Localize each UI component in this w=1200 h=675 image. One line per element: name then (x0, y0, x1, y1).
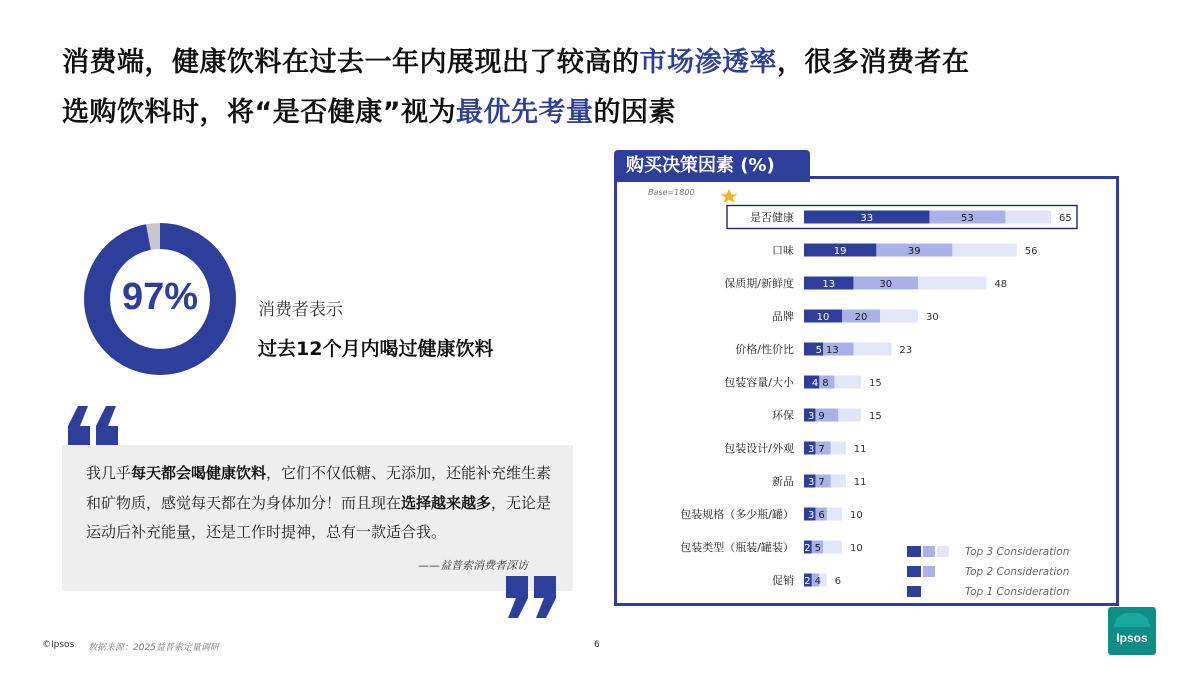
value-label-top1: 3 (808, 477, 815, 488)
category-label: 价格/性价比 (735, 343, 794, 356)
stat-caption: 消费者表示 (258, 300, 343, 320)
value-label-top2: 30 (879, 279, 893, 290)
quote-emphasis: 每天都会喝健康饮料 (131, 464, 267, 482)
legend-swatch (907, 566, 921, 577)
value-label-top1: 33 (860, 213, 874, 224)
value-label-top2: 39 (907, 246, 921, 257)
headline-highlight: 市场渗透率 (639, 47, 777, 78)
close-quote-icon (502, 576, 558, 620)
category-label: 包装设计/外观 (724, 442, 794, 455)
stat-description: 过去12个月内喝过健康饮料 (258, 338, 494, 360)
stat-value: 97% (121, 276, 199, 318)
quote-text: 我几乎 (86, 464, 132, 482)
footer-source: 数据来源：2025益普索定量调研 (88, 643, 219, 653)
headline-text: 消费端，健康饮料在过去一年内展现出了较高的 (62, 47, 640, 78)
value-label-top3: 65 (1059, 213, 1072, 224)
category-label: 包装规格（多少瓶/罐） (680, 508, 794, 521)
value-label-top3: 15 (869, 378, 882, 389)
value-label-top2: 20 (854, 312, 868, 323)
value-label-top3: 11 (853, 477, 867, 488)
value-label-top3: 6 (834, 576, 842, 587)
base-note: Base=1800 (648, 188, 695, 197)
category-label: 促销 (772, 574, 794, 587)
value-label-top2: 8 (822, 378, 829, 389)
decision-factors-bar-chart (617, 179, 1115, 602)
page-headline (62, 38, 1142, 138)
consumer-quote (86, 459, 552, 548)
headline-line-2 (62, 88, 1142, 138)
value-label-top1: 3 (808, 444, 815, 455)
footer-brand: ©Ipsos (42, 640, 75, 650)
category-label: 口味 (772, 244, 794, 257)
category-label: 是否健康 (750, 211, 794, 224)
value-label-top2: 53 (961, 213, 974, 224)
value-label-top3: 30 (926, 312, 939, 323)
legend-swatch (937, 546, 949, 557)
value-label-top2: 5 (814, 543, 821, 554)
category-label: 品牌 (772, 310, 794, 323)
quote-emphasis: 选择越来越多 (401, 493, 492, 512)
value-label-top1: 3 (808, 411, 815, 422)
headline-text: 的因素 (593, 97, 676, 128)
legend-label: Top 3 Consideration (965, 546, 1070, 558)
category-label: 环保 (772, 409, 794, 422)
legend-swatch (923, 566, 935, 577)
value-label-top2: 13 (826, 345, 839, 356)
open-quote-icon (66, 404, 122, 448)
value-label-top2: 7 (818, 477, 825, 488)
headline-line-1 (62, 38, 1142, 88)
quote-source: ——益普索消费者深访 (418, 559, 528, 572)
page-number: 6 (594, 640, 600, 650)
value-label-top3: 10 (850, 510, 863, 521)
value-label-top1: 4 (811, 378, 819, 389)
legend-label: Top 2 Consideration (965, 566, 1070, 578)
value-label-top2: 9 (818, 411, 825, 422)
category-label: 新品 (772, 475, 794, 488)
value-label-top1: 5 (815, 345, 822, 356)
value-label-top1: 2 (804, 576, 811, 587)
legend-label: Top 1 Consideration (965, 586, 1070, 598)
value-label-top3: 10 (850, 543, 863, 554)
ipsos-logo: Ipsos (1108, 607, 1156, 655)
legend-swatch (907, 586, 921, 597)
headline-highlight: 最优先考量 (456, 97, 594, 128)
quote-text: ，无论是运动后补充能量，还是工作时提神，总有一款适合我。 (86, 493, 552, 541)
category-label: 包装类型（瓶装/罐装） (680, 541, 794, 554)
legend-swatch (923, 546, 935, 557)
value-label-top1: 19 (833, 246, 847, 257)
value-label-top2: 6 (818, 510, 825, 521)
value-label-top1: 13 (822, 279, 836, 290)
category-label: 包装容量/大小 (724, 376, 794, 389)
legend-swatch (907, 546, 921, 557)
headline-text: ，很多消费者在 (777, 47, 970, 78)
highlight-star-icon (721, 189, 738, 203)
value-label-top3: 48 (994, 279, 1008, 290)
category-label: 保质期/新鲜度 (724, 277, 794, 290)
value-label-top3: 23 (899, 345, 913, 356)
value-label-top1: 10 (816, 312, 830, 323)
value-label-top1: 3 (808, 510, 815, 521)
value-label-top3: 56 (1024, 246, 1038, 257)
value-label-top1: 2 (804, 543, 811, 554)
value-label-top2: 7 (818, 444, 825, 455)
value-label-top2: 4 (814, 576, 821, 587)
chart-title: 购买决策因素 (%) (614, 150, 810, 182)
headline-text: 选购饮料时，将“是否健康”视为 (62, 97, 456, 128)
value-label-top3: 15 (869, 411, 882, 422)
quote-text: ，它们不仅低糖、无添加，还能补充维生素和矿物质，感觉每天都在为身体加分！而且现在 (86, 464, 552, 512)
value-label-top3: 11 (853, 444, 867, 455)
